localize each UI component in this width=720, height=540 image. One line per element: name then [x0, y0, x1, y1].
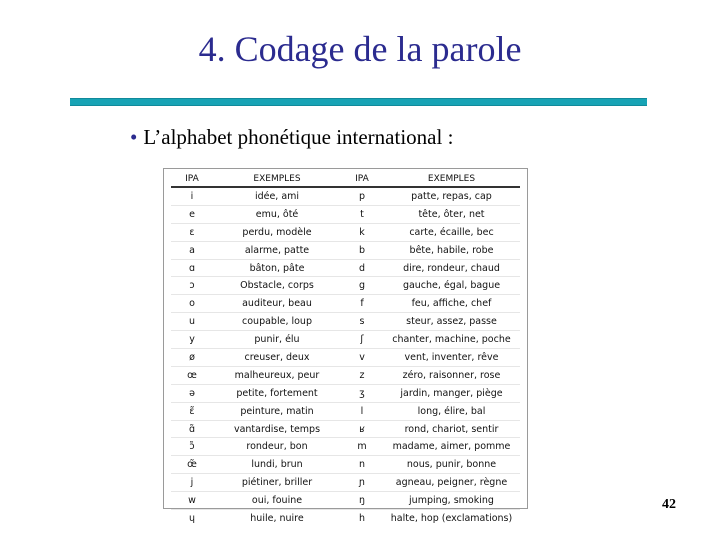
column-header: IPA	[171, 171, 213, 187]
table-cell-ipa-symbol: a	[171, 241, 213, 259]
table-row	[171, 420, 520, 438]
table-cell-examples: malheureux, peur	[213, 366, 341, 384]
table-cell-examples: oui, fouine	[213, 492, 341, 510]
table-cell-ipa-symbol: i	[171, 187, 213, 205]
table-cell-ipa-symbol: p	[341, 187, 383, 205]
table-header-row	[171, 171, 520, 187]
table-row	[171, 366, 520, 384]
bullet-text: L’alphabet phonétique international :	[143, 125, 454, 149]
table-cell-ipa-symbol: e	[171, 205, 213, 223]
ipa-table	[171, 171, 520, 527]
table-cell-ipa-symbol: t	[341, 205, 383, 223]
table-cell-examples: rond, chariot, sentir	[383, 420, 520, 438]
table-row	[171, 223, 520, 241]
table-cell-examples: alarme, patte	[213, 241, 341, 259]
table-row	[171, 402, 520, 420]
table-cell-examples: agneau, peigner, règne	[383, 474, 520, 492]
table-cell-examples: tête, ôter, net	[383, 205, 520, 223]
table-cell-examples: piétiner, briller	[213, 474, 341, 492]
table-cell-examples: jumping, smoking	[383, 492, 520, 510]
table-cell-examples: punir, élu	[213, 331, 341, 349]
table-row	[171, 259, 520, 277]
table-cell-ipa-symbol: ɑ̃	[171, 420, 213, 438]
bullet-marker: •	[130, 125, 138, 149]
table-cell-examples: long, élire, bal	[383, 402, 520, 420]
table-cell-examples: coupable, loup	[213, 313, 341, 331]
table-cell-examples: huile, nuire	[250, 512, 304, 524]
table-cell-ipa-symbol: ɲ	[341, 474, 383, 492]
table-row	[171, 331, 520, 349]
table-cell-examples: jardin, manger, piège	[383, 384, 520, 402]
table-row	[171, 277, 520, 295]
table-cell-examples: lundi, brun	[213, 456, 341, 474]
table-cell-examples: carte, écaille, bec	[383, 223, 520, 241]
table-cell-ipa-symbol: f	[341, 295, 383, 313]
table-cell-ipa-symbol: v	[341, 349, 383, 367]
table-cell-examples: gauche, égal, bague	[383, 277, 520, 295]
table-cell-ipa-symbol: ɔ̃	[171, 438, 213, 456]
slide-title: 4. Codage de la parole	[198, 29, 522, 69]
table-row	[171, 456, 520, 474]
table-cell-examples: vent, inventer, rêve	[383, 349, 520, 367]
table-cell-examples: vantardise, temps	[213, 420, 341, 438]
table-cell-ipa-symbol: h	[358, 512, 366, 524]
column-header: EXEMPLES	[213, 171, 341, 187]
table-row	[171, 492, 520, 510]
table-row	[171, 295, 520, 313]
table-row	[171, 313, 520, 331]
table-cell-ipa-symbol: n	[341, 456, 383, 474]
table-row	[171, 474, 520, 492]
table-cell-examples: petite, fortement	[213, 384, 341, 402]
table-cell-examples: emu, ôté	[213, 205, 341, 223]
table-cell-ipa-symbol: ʃ	[341, 331, 383, 349]
table-cell-examples: dire, rondeur, chaud	[383, 259, 520, 277]
table-row	[171, 349, 520, 367]
table-cell-examples: halte, hop (exclamations)	[390, 512, 513, 524]
table-cell-examples: creuser, deux	[213, 349, 341, 367]
table-cell-ipa-symbol: ɑ	[171, 259, 213, 277]
table-cell-ipa-symbol: œ	[171, 366, 213, 384]
table-row	[171, 205, 520, 223]
table-cell-ipa-symbol: œ̃	[171, 456, 213, 474]
table-cell-ipa-symbol: ɛ	[171, 223, 213, 241]
title-divider	[70, 98, 647, 106]
table-cell-ipa-symbol: ø	[171, 349, 213, 367]
table-cell-ipa-symbol: ʁ	[341, 420, 383, 438]
table-cell-examples: auditeur, beau	[213, 295, 341, 313]
table-cell-examples: nous, punir, bonne	[383, 456, 520, 474]
table-cell-ipa-symbol: s	[341, 313, 383, 331]
table-cell-examples: bâton, pâte	[213, 259, 341, 277]
table-cell-ipa-symbol: l	[341, 402, 383, 420]
table-row	[171, 510, 520, 527]
table-cell-ipa-symbol: g	[341, 277, 383, 295]
table-row	[171, 384, 520, 402]
table-cell-examples: rondeur, bon	[213, 438, 341, 456]
table-cell-examples: zéro, raisonner, rose	[383, 366, 520, 384]
table-cell-ipa-symbol: u	[171, 313, 213, 331]
table-cell-ipa-symbol: ɛ̃	[171, 402, 213, 420]
page-number: 42	[662, 497, 676, 512]
ipa-table-image	[163, 168, 528, 524]
table-cell-ipa-symbol: ʒ	[341, 384, 383, 402]
table-cell-examples: idée, ami	[213, 187, 341, 205]
table-cell-examples: feu, affiche, chef	[383, 295, 520, 313]
table-cell-ipa-symbol: m	[341, 438, 383, 456]
table-cell-ipa-symbol: ə	[171, 384, 213, 402]
table-cell-ipa-symbol: z	[341, 366, 383, 384]
table-cell-examples: patte, repas, cap	[383, 187, 520, 205]
table-row	[171, 241, 520, 259]
table-cell-ipa-symbol: y	[171, 331, 213, 349]
table-cell-ipa-symbol: o	[171, 295, 213, 313]
table-cell-examples: perdu, modèle	[213, 223, 341, 241]
table-row	[171, 438, 520, 456]
table-cell-examples: chanter, machine, poche	[383, 331, 520, 349]
table-cell-examples: bête, habile, robe	[383, 241, 520, 259]
column-header: IPA	[341, 171, 383, 187]
table-cell-examples: steur, assez, passe	[383, 313, 520, 331]
table-cell-ipa-symbol: d	[341, 259, 383, 277]
table-cell-ipa-symbol: ɔ	[171, 277, 213, 295]
column-header: EXEMPLES	[383, 171, 520, 187]
table-cell-ipa-symbol: ŋ	[341, 492, 383, 510]
table-cell-ipa-symbol: ɥ	[188, 512, 196, 524]
table-cell-ipa-symbol: w	[171, 492, 213, 510]
table-cell-ipa-symbol: j	[171, 474, 213, 492]
table-cell-ipa-symbol: b	[341, 241, 383, 259]
table-cell-ipa-symbol: k	[341, 223, 383, 241]
table-cell-examples: Obstacle, corps	[213, 277, 341, 295]
table-row	[171, 187, 520, 205]
table-cell-examples: madame, aimer, pomme	[383, 438, 520, 456]
bullet-item	[130, 125, 453, 150]
table-cell-examples: peinture, matin	[213, 402, 341, 420]
